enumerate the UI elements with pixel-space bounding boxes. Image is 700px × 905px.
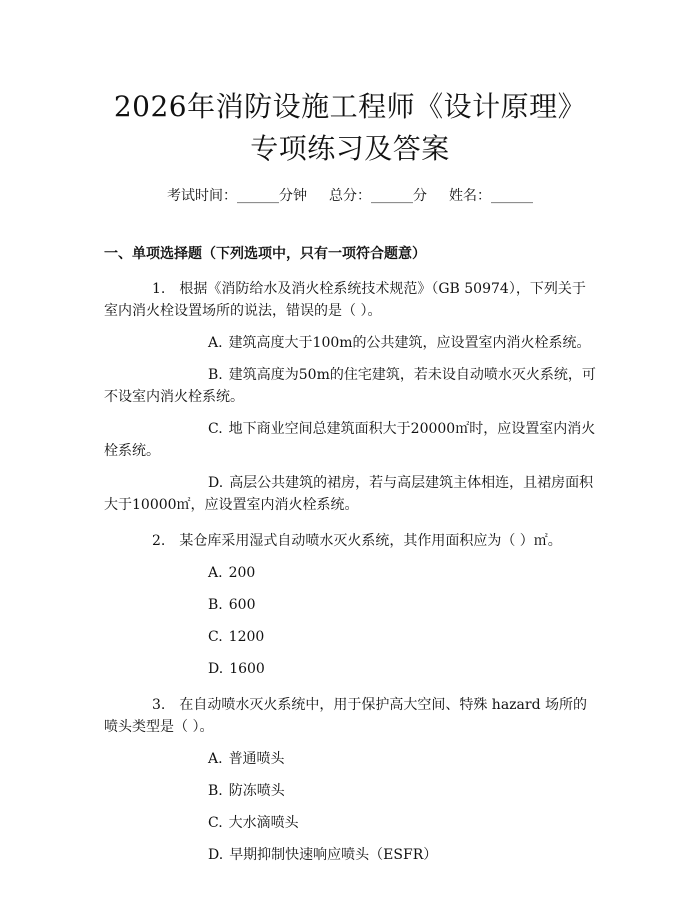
total-score-label: 总分：______分 [329, 188, 427, 204]
question-number: 3. [152, 697, 166, 713]
option-b [104, 594, 596, 616]
option-text: 地下商业空间总建筑面积大于20000㎡时，应设置室内消火栓系统。 [104, 421, 596, 459]
option-d [104, 472, 596, 516]
option-text: 大水滴喷头 [228, 815, 299, 831]
option-c [104, 812, 596, 834]
exam-time-label: 考试时间：______分钟 [167, 188, 307, 204]
question-3 [104, 694, 596, 866]
option-text: 防冻喷头 [228, 783, 285, 799]
option-text: 高层公共建筑的裙房，若与高层建筑主体相连，且裙房面积大于10000㎡，应设置室内消火栓系统。 [104, 475, 594, 513]
exam-meta [104, 186, 596, 206]
option-text: 建筑高度大于100m的公共建筑，应设置室内消火栓系统。 [228, 335, 591, 351]
option-text: 早期抑制快速响应喷头（ESFR） [229, 847, 438, 863]
option-letter: A. [208, 335, 223, 351]
option-a [104, 332, 596, 354]
option-a [104, 562, 596, 584]
question-stem: 某仓库采用湿式自动喷水灭火系统，其作用面积应为（ ）㎡。 [179, 533, 562, 549]
name-label: 姓名：______ [449, 188, 533, 204]
option-letter: C. [208, 421, 223, 437]
question-number: 1. [152, 281, 166, 297]
option-text: 600 [228, 597, 256, 613]
option-letter: C. [208, 629, 223, 645]
option-letter: B. [208, 783, 223, 799]
question-number: 2. [152, 533, 166, 549]
option-b [104, 780, 596, 802]
option-letter: D. [208, 847, 224, 863]
option-b [104, 364, 596, 408]
option-c [104, 418, 596, 462]
question-1 [104, 278, 596, 516]
question-stem: 根据《消防给水及消火栓系统技术规范》（GB 50974），下列关于室内消火栓设置场所的说法，错误的是（ ）。 [104, 281, 586, 319]
question-2 [104, 530, 596, 680]
question-stem: 在自动喷水灭火系统中，用于保护高大空间、特殊 hazard 场所的喷头类型是（ ）。 [104, 697, 587, 735]
section-heading: 一、单项选择题（下列选项中，只有一项符合题意） [104, 246, 426, 262]
option-letter: A. [208, 751, 223, 767]
option-text: 1600 [229, 661, 265, 677]
option-text: 普通喷头 [228, 751, 285, 767]
page-title: 2026年消防设施工程师《设计原理》专项练习及答案 [113, 90, 587, 165]
option-d [104, 658, 596, 680]
option-text: 建筑高度为50m的住宅建筑，若未设自动喷水灭火系统，可不设室内消火栓系统。 [104, 367, 596, 405]
option-letter: B. [208, 367, 223, 383]
option-text: 200 [228, 565, 256, 581]
option-c [104, 626, 596, 648]
option-a [104, 748, 596, 770]
option-text: 1200 [228, 629, 265, 645]
question-text [104, 530, 596, 552]
option-letter: C. [208, 815, 223, 831]
option-letter: D. [208, 475, 224, 491]
option-letter: D. [208, 661, 224, 677]
option-letter: B. [208, 597, 223, 613]
question-text [104, 694, 596, 738]
option-d [104, 844, 596, 866]
option-letter: A. [208, 565, 223, 581]
question-text [104, 278, 596, 322]
